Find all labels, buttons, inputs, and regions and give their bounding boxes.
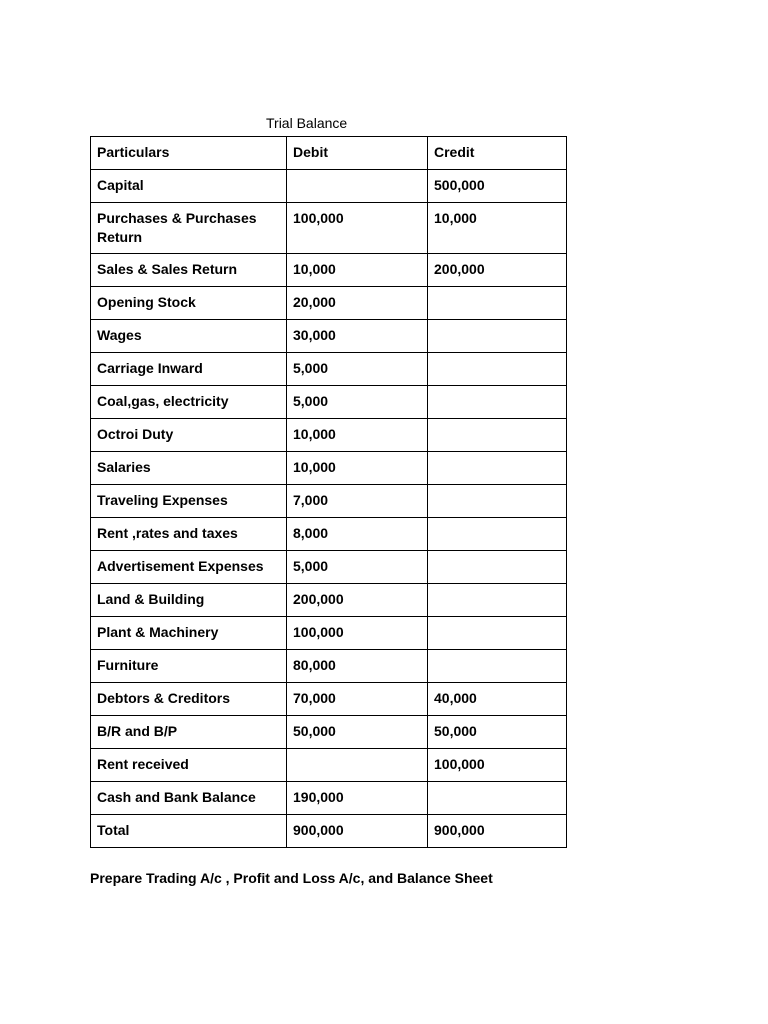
debit-cell: 5,000 [287,353,428,386]
particulars-cell: Traveling Expenses [91,485,287,518]
debit-cell: 190,000 [287,782,428,815]
debit-cell: 8,000 [287,518,428,551]
credit-cell [428,320,567,353]
table-row [91,584,567,617]
debit-cell: 70,000 [287,683,428,716]
table-row [91,716,567,749]
particulars-cell: Octroi Duty [91,419,287,452]
total-row [91,815,567,848]
debit-cell: 20,000 [287,287,428,320]
debit-cell: 80,000 [287,650,428,683]
debit-cell: 100,000 [287,203,428,254]
debit-cell: 5,000 [287,551,428,584]
credit-cell [428,353,567,386]
debit-cell: 5,000 [287,386,428,419]
credit-cell [428,386,567,419]
debit-cell: 30,000 [287,320,428,353]
debit-cell: 200,000 [287,584,428,617]
particulars-cell: Opening Stock [91,287,287,320]
particulars-cell: Furniture [91,650,287,683]
table-row [91,452,567,485]
header-particulars: Particulars [91,137,287,170]
table-row [91,203,567,254]
particulars-cell: Capital [91,170,287,203]
particulars-cell: Purchases & Purchases Return [91,203,287,254]
table-row [91,782,567,815]
table-row [91,254,567,287]
particulars-cell: Salaries [91,452,287,485]
table-row [91,683,567,716]
debit-cell [287,749,428,782]
table-row [91,170,567,203]
table-row [91,518,567,551]
credit-cell [428,551,567,584]
credit-cell: 200,000 [428,254,567,287]
credit-cell [428,287,567,320]
table-row [91,419,567,452]
debit-cell: 50,000 [287,716,428,749]
credit-cell [428,518,567,551]
credit-cell: 900,000 [428,815,567,848]
credit-cell: 500,000 [428,170,567,203]
table-row [91,287,567,320]
table-row [91,617,567,650]
instruction-text: Prepare Trading A/c , Profit and Loss A/c, and Balance Sheet [90,870,493,886]
debit-cell: 10,000 [287,419,428,452]
table-row [91,551,567,584]
credit-cell [428,584,567,617]
table-row [91,749,567,782]
credit-cell [428,617,567,650]
particulars-cell: B/R and B/P [91,716,287,749]
particulars-cell: Rent ,rates and taxes [91,518,287,551]
credit-cell [428,782,567,815]
table-row [91,485,567,518]
debit-cell: 10,000 [287,452,428,485]
table-row [91,353,567,386]
particulars-cell: Sales & Sales Return [91,254,287,287]
particulars-cell: Land & Building [91,584,287,617]
credit-cell [428,650,567,683]
credit-cell [428,485,567,518]
debit-cell: 7,000 [287,485,428,518]
particulars-cell: Rent received [91,749,287,782]
debit-cell: 900,000 [287,815,428,848]
header-debit: Debit [287,137,428,170]
particulars-cell: Total [91,815,287,848]
particulars-cell: Cash and Bank Balance [91,782,287,815]
particulars-cell: Advertisement Expenses [91,551,287,584]
header-credit: Credit [428,137,567,170]
credit-cell [428,452,567,485]
particulars-cell: Plant & Machinery [91,617,287,650]
trial-balance-table [90,136,567,848]
credit-cell: 40,000 [428,683,567,716]
particulars-cell: Carriage Inward [91,353,287,386]
particulars-cell: Coal,gas, electricity [91,386,287,419]
table-row [91,320,567,353]
table-row [91,386,567,419]
table-row [91,650,567,683]
particulars-cell: Wages [91,320,287,353]
credit-cell: 10,000 [428,203,567,254]
table-header-row [91,137,567,170]
particulars-cell: Debtors & Creditors [91,683,287,716]
debit-cell: 100,000 [287,617,428,650]
page-title: Trial Balance [266,115,348,131]
credit-cell [428,419,567,452]
debit-cell [287,170,428,203]
credit-cell: 50,000 [428,716,567,749]
debit-cell: 10,000 [287,254,428,287]
credit-cell: 100,000 [428,749,567,782]
